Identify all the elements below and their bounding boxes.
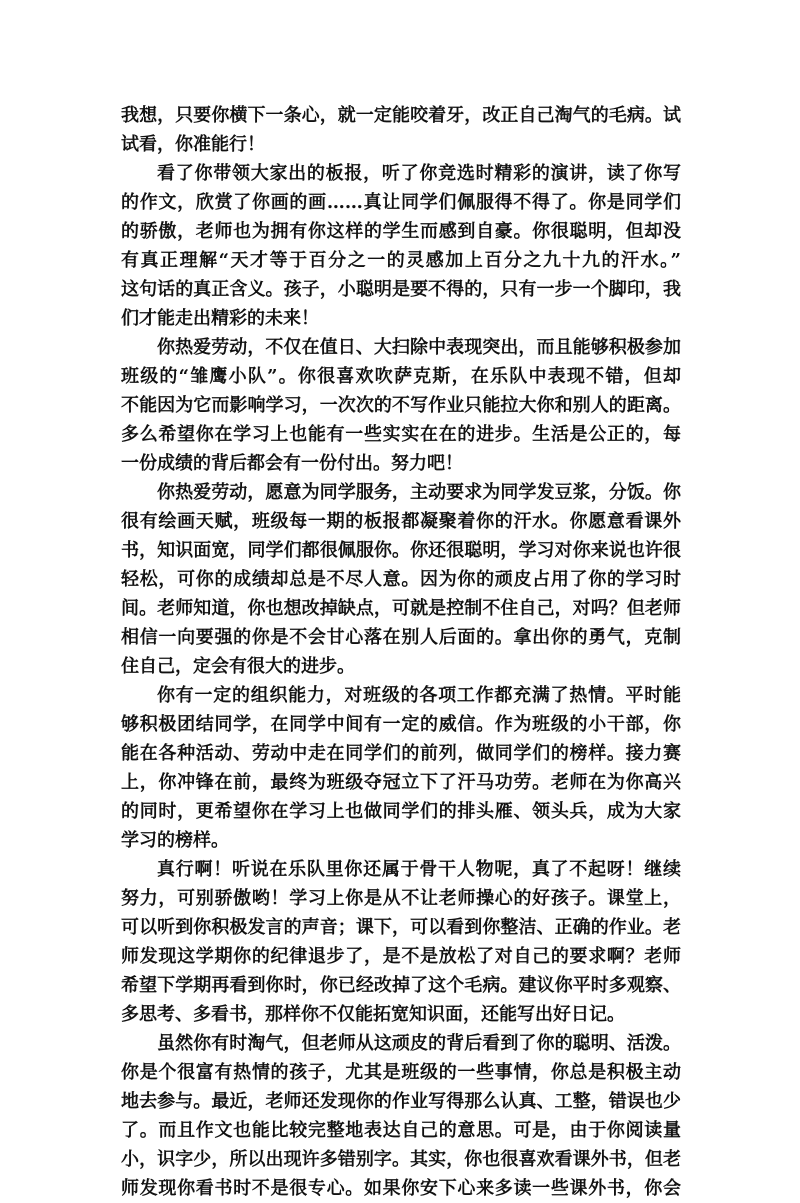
text-line: 的骄傲，老师也为拥有你这样的学生而感到自豪。你很聪明，但却没 <box>121 221 681 242</box>
text-line: 你有一定的组织能力，对班级的各项工作都充满了热情。平时能 <box>157 685 681 706</box>
comment-text-body <box>121 101 681 1203</box>
text-line: 地去参与。最近，老师还发现你的作业写得那么认真、工整，错误也少 <box>121 1091 681 1112</box>
text-line: 努力，可别骄傲哟！学习上你是从不让老师操心的好孩子。课堂上， <box>121 888 681 909</box>
text-line: 有真正理解“天才等于百分之一的灵感加上百分之九十九的汗水。” <box>121 250 681 271</box>
paragraph <box>121 333 681 478</box>
text-line: 的作文，欣赏了你画的画……真让同学们佩服得不得了。你是同学们 <box>121 192 681 213</box>
text-line: 你热爱劳动，不仅在值日、大扫除中表现突出，而且能够积极参加 <box>157 337 681 358</box>
text-line: 可以听到你积极发言的声音；课下，可以看到你整洁、正确的作业。老 <box>121 917 681 938</box>
text-line: 真行啊！听说在乐队里你还属于骨干人物呢，真了不起呀！继续 <box>157 859 681 880</box>
paragraph <box>121 681 681 855</box>
text-line: 你热爱劳动，愿意为同学服务，主动要求为同学发豆浆，分饭。你 <box>157 482 681 503</box>
text-line: 相信一向要强的你是不会甘心落在别人后面的。拿出你的勇气，克制 <box>121 627 681 648</box>
text-line: 学习的榜样。 <box>121 830 229 851</box>
text-line: 间。老师知道，你也想改掉缺点，可就是控制不住自己，对吗？但老师 <box>121 598 681 619</box>
paragraph <box>121 101 681 159</box>
text-line: 轻松，可你的成绩却总是不尽人意。因为你的顽皮占用了你的学习时 <box>121 569 681 590</box>
text-line: 师发现你看书时不是很专心。如果你安下心来多读一些课外书，你会 <box>121 1178 681 1199</box>
paragraph <box>121 855 681 1029</box>
text-line: 上，你冲锋在前，最终为班级夺冠立下了汗马功劳。老师在为你高兴 <box>121 772 681 793</box>
text-line: 能在各种活动、劳动中走在同学们的前列，做同学们的榜样。接力赛 <box>121 743 681 764</box>
text-line: 多么希望你在学习上也能有一些实实在在的进步。生活是公正的，每 <box>121 424 681 445</box>
text-line: 这句话的真正含义。孩子，小聪明是要不得的，只有一步一个脚印，我 <box>121 279 681 300</box>
text-line: 们才能走出精彩的未来！ <box>121 308 319 329</box>
paragraph <box>121 1029 681 1203</box>
text-line: 师发现这学期你的纪律退步了，是不是放松了对自己的要求啊？老师 <box>121 946 681 967</box>
text-line: 小，识字少，所以出现许多错别字。其实，你也很喜欢看课外书，但老 <box>121 1149 681 1170</box>
text-line: 一份成绩的背后都会有一份付出。努力吧！ <box>121 453 463 474</box>
text-line: 希望下学期再看到你时，你已经改掉了这个毛病。建议你平时多观察、 <box>121 975 681 996</box>
text-line: 看了你带领大家出的板报，听了你竞选时精彩的演讲，读了你写 <box>157 163 681 184</box>
text-line: 多思考、多看书，那样你不仅能拓宽知识面，还能写出好日记。 <box>121 1004 625 1025</box>
text-line: 试看，你准能行！ <box>121 134 265 155</box>
paragraph <box>121 478 681 681</box>
text-line: 的同时，更希望你在学习上也做同学们的排头雁、领头兵，成为大家 <box>121 801 681 822</box>
text-line: 很有绘画天赋，班级每一期的板报都凝聚着你的汗水。你愿意看课外 <box>121 511 681 532</box>
text-line: 虽然你有时淘气，但老师从这顽皮的背后看到了你的聪明、活泼。 <box>157 1033 681 1054</box>
paragraph <box>121 159 681 333</box>
text-line: 不能因为它而影响学习，一次次的不写作业只能拉大你和别人的距离。 <box>121 395 681 416</box>
text-line: 住自己，定会有很大的进步。 <box>121 656 355 677</box>
text-line: 你是个很富有热情的孩子，尤其是班级的一些事情，你总是积极主动 <box>121 1062 681 1083</box>
text-line: 书，知识面宽，同学们都很佩服你。你还很聪明，学习对你来说也许很 <box>121 540 681 561</box>
text-line: 了。而且作文也能比较完整地表达自己的意思。可是，由于你阅读量 <box>121 1120 681 1141</box>
text-line: 够积极团结同学，在同学中间有一定的威信。作为班级的小干部，你 <box>121 714 681 735</box>
text-line: 班级的“雏鹰小队”。你很喜欢吹萨克斯，在乐队中表现不错，但却 <box>121 366 681 387</box>
text-line: 我想，只要你横下一条心，就一定能咬着牙，改正自己淘气的毛病。试 <box>121 105 681 126</box>
